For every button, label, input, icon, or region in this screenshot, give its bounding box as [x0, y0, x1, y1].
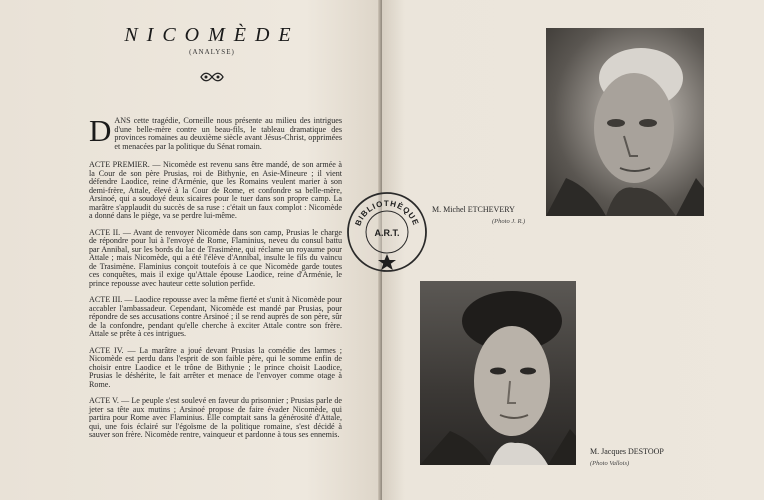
- ornament-icon: [199, 71, 225, 83]
- act-paragraph: [89, 296, 342, 339]
- portrait-credit-destoop: (Photo Vallois): [590, 460, 630, 467]
- portrait-photo-etchevery: [546, 28, 704, 216]
- portrait-silhouette-icon: [420, 281, 576, 465]
- act-paragraph: [89, 161, 342, 221]
- act-label: ACTE PREMIER.: [89, 160, 150, 169]
- act-text: — Laodice repousse avec la même fierté et s'unit à Nicomède pour accabler l'ambassadeur. Cependant, Nicomède est mandé par Prusias, pour répondre de ses accusations contre Arsinoé ; il se rend auprès de son père, sûr de la confondre, pendant qu'elle cherche à exciter Attale contre son frère. Attale se prête à ces intrigues.: [89, 295, 342, 338]
- act-text: — Avant de renvoyer Nicomède dans son camp, Prusias le charge de répondre pour lui à l'envoyé de Rome, Flaminius, neveu du consul battu par Annibal, sur les bords du lac de Trasimène, qui réclame un royaume pour Attale ; mais Nicomède, qui a été l'élève d'Annibal, insulte le fils du vaincu de Trasimène. Flaminius conçoit toutefois à ce que Nicomède garde toutes ces conquêtes, mais il exige qu'Attale épouse Laodice, reine d'Arménie, le prince repousse avec hauteur cette solution perfide.: [89, 227, 342, 288]
- act-paragraph: [89, 397, 342, 440]
- act-label: ACTE IV.: [89, 345, 124, 355]
- stamp-center-text: A.R.T.: [374, 228, 400, 238]
- act-label: ACTE II.: [89, 227, 121, 237]
- portrait-caption-destoop: M. Jacques DESTOOP: [590, 447, 664, 456]
- act-paragraph: [89, 347, 342, 390]
- portrait-caption-etchevery: M. Michel ETCHEVERY: [432, 205, 515, 214]
- drop-cap: D: [89, 113, 112, 148]
- library-stamp: [345, 190, 429, 274]
- act-text: — Nicomède est revenu sans être mandé, de son armée à la Cour de son père Prusias, roi de Bithynie, en Asie-Mineure ; il vient défendre Laodice, reine d'Arménie, que les Romains veulent marier à son demi-frère, Attale, élevé à la Cour de Rome, et confondre sa belle-mère, Arsinoé, qui a soudoyé deux sicaires pour le tuer dans son propre camp. La marâtre s'applaudit du succès de sa ruse : c'était un faux complot : Nicomède a donné dans le piège, va se perdre lui-même.: [89, 160, 342, 220]
- act-text: — Le peuple s'est soulevé en faveur du prisonnier ; Prusias parle de jeter sa tête aux mutins ; Arsinoé propose de faire évader Nicomède, qui partira pour Rome avec Flaminius. Elle comptait sans la générosité d'Attale, qui, une fois éclairé sur l'égoïsme de la politique romaine, s'est décidé à sauver son frère. Nicomède rentre, vainqueur et pardonne à tous ses ennemis.: [89, 396, 342, 439]
- acts-list: [89, 161, 342, 448]
- play-title: NICOMÈDE: [124, 24, 300, 46]
- portrait-credit-etchevery: (Photo J. R.): [492, 218, 526, 225]
- act-label: ACTE III.: [89, 295, 123, 304]
- intro-paragraph: [89, 113, 342, 151]
- play-subtitle: (ANALYSE): [189, 48, 235, 56]
- intro-text: ANS cette tragédie, Corneille nous présente au milieu des intrigues d'une belle-mère contre un beau-fils, le tableau dramatique des provinces romaines au deuxième siècle avant Jésus-Christ, opprimées et menacées par la politique du Sénat romain.: [114, 116, 342, 151]
- stamp-top-text: BIBLIOTHÈQUE: [353, 198, 421, 228]
- act-text: — La marâtre a joué devant Prusias la comédie des larmes ; Nicomède est perdu dans l'esprit de son faible père, qui le somme enfin de choisir entre Laodice et le trône de Bithynie ; le prince choisit Laodice, Prusias le déshérite, le fait arrêter et menace de l'envoyer comme otage à Rome.: [89, 345, 342, 389]
- act-paragraph: [89, 229, 342, 289]
- portrait-silhouette-icon: [546, 28, 704, 216]
- act-label: ACTE V.: [89, 396, 119, 405]
- portrait-photo-destoop: [420, 281, 576, 465]
